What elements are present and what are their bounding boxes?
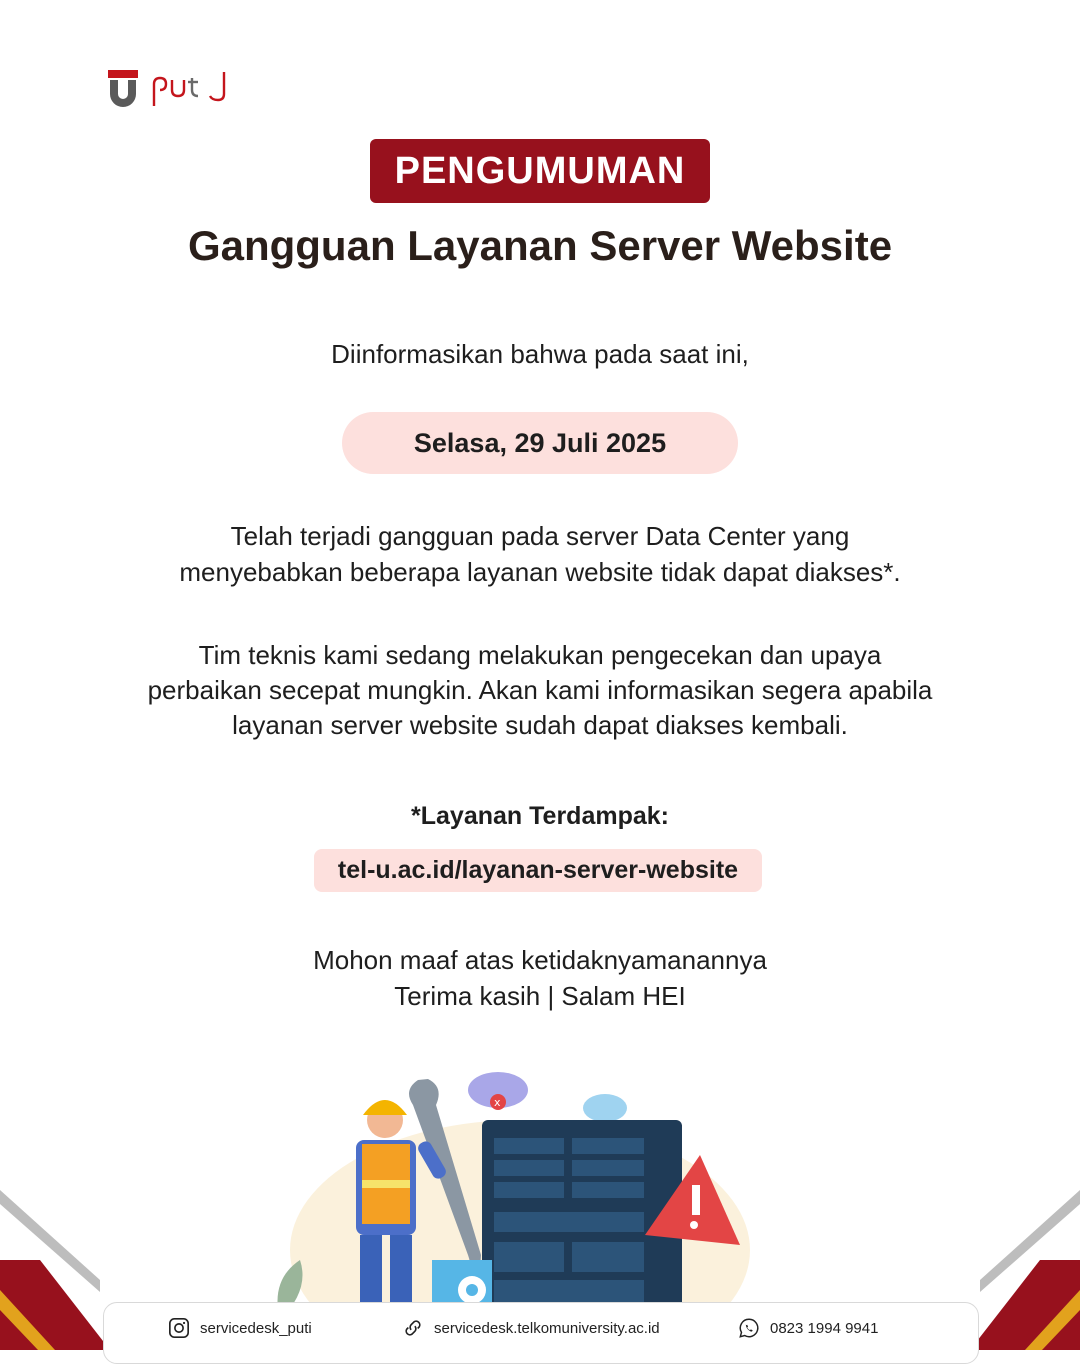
link-icon xyxy=(402,1317,424,1339)
contact-footer xyxy=(103,1302,979,1364)
website-url: servicedesk.telkomuniversity.ac.id xyxy=(434,1319,660,1337)
status-paragraph: Tim teknis kami sedang melakukan pengecekan dan upaya perbaikan secepat mungkin. Akan kami informasikan segera apabila layanan server website sudah dapat diakses kembali. xyxy=(147,640,933,740)
instagram-handle: servicedesk_puti xyxy=(200,1319,312,1337)
affected-url[interactable]: tel-u.ac.id/layanan-server-website xyxy=(314,849,762,892)
website-contact[interactable] xyxy=(402,1317,660,1339)
date-pill: Selasa, 29 Juli 2025 xyxy=(342,412,738,474)
affected-services-label: *Layanan Terdampak: xyxy=(411,802,669,830)
intro-text: Diinformasikan bahwa pada saat ini, xyxy=(331,339,749,369)
phone-contact[interactable] xyxy=(738,1317,878,1339)
instagram-contact[interactable] xyxy=(168,1317,312,1339)
instagram-icon xyxy=(168,1317,190,1339)
announcement-badge: PENGUMUMAN xyxy=(370,139,710,203)
disruption-paragraph: Telah terjadi gangguan pada server Data Center yang menyebabkan beberapa layanan website tidak dapat diakses*. xyxy=(179,521,901,587)
decorative-corner-left xyxy=(0,1180,110,1350)
svg-text:x: x xyxy=(494,1096,501,1109)
puti-logo xyxy=(106,66,246,116)
page-title: Gangguan Layanan Server Website xyxy=(187,222,893,269)
phone-number: 0823 1994 9941 xyxy=(770,1319,879,1337)
technician-server-illustration xyxy=(260,1060,760,1320)
whatsapp-icon xyxy=(738,1317,760,1339)
closing-text: Mohon maaf atas ketidaknyamanannya Terima kasih | Salam HEI xyxy=(313,945,767,1011)
decorative-corner-right xyxy=(970,1180,1080,1350)
